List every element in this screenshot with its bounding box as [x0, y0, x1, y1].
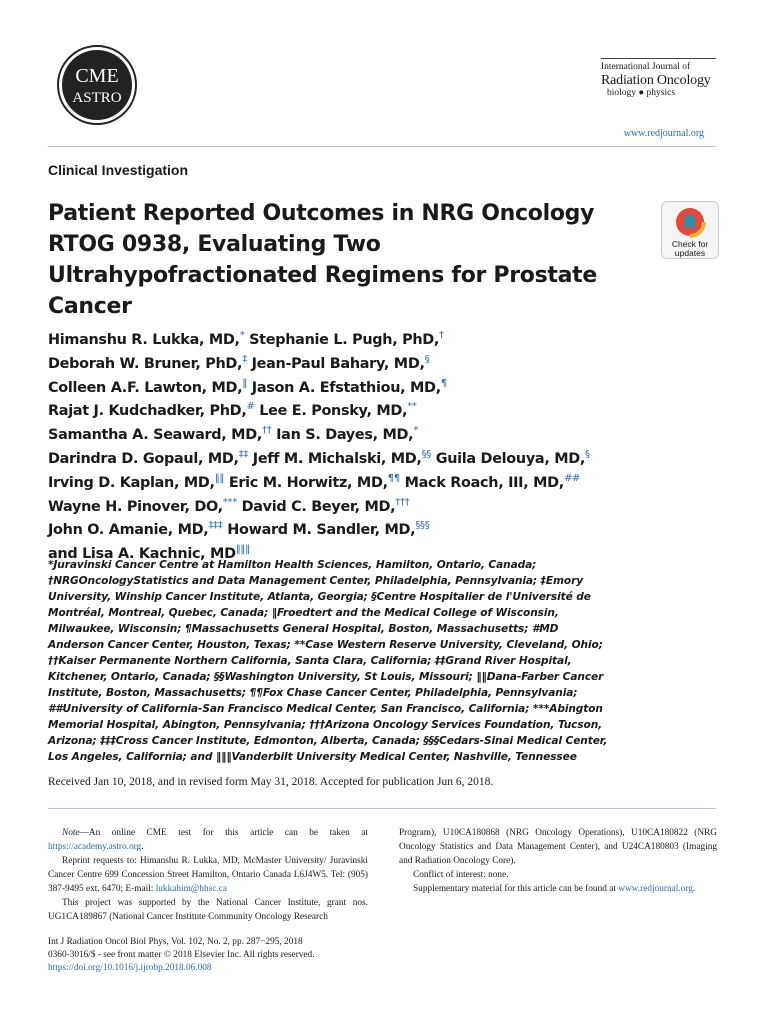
mid-divider	[48, 808, 716, 809]
author-line	[48, 516, 688, 540]
supp-end: .	[692, 884, 696, 894]
email-link[interactable]: lukkahim@hhsc.ca	[155, 884, 227, 894]
author-mark: ##	[563, 472, 581, 484]
author-name: Guila Delouya, MD,	[431, 450, 586, 467]
author-name: Jason A. Efstathiou, MD,	[247, 379, 441, 396]
author-list	[48, 326, 688, 564]
bullet-icon: ●	[638, 88, 645, 98]
author-mark: ‖‖‖	[235, 544, 250, 556]
author-line	[48, 397, 688, 421]
author-name: Mack Roach, III, MD,	[399, 474, 564, 491]
author-name: and Lisa A. Kachnic, MD	[48, 545, 236, 562]
funding-paragraph: Program), U10CA180868 (NRG Oncology Operations), U10CA180822 (NRG Oncology Statistics and Data Management Center), and U24CA180803 (Imaging and Radiation Oncology Core).	[399, 828, 717, 866]
author-mark: §	[424, 353, 430, 365]
affiliations: *Juravinski Cancer Centre at Hamilton Health Sciences, Hamilton, Ontario, Canada; †NRGOncologyStatistics and Data Management Center, Philadelphia, Pennsylvania; ‡Emory University, Winship Cancer Institute, Atlanta, Georgia; §Centre Hospitalier de l'Université de Montréal, Montreal, Quebec, Canada; ‖Froedtert and the Medical College of Wisconsin, Milwaukee, Wisconsin; ¶Massachusetts General Hospital, Boston, Massachusetts; #MD Anderson Cancer Center, Houston, Texas; **Case Western Reserve University, Cleveland, Ohio; ††Kaiser Permanente Northern California, Santa Clara, California; ‡‡Grand River Hospital, Kitchener, Ontario, Canada; §§Washington University, St Louis, Missouri; ‖‖Dana-Farber Cancer Institute, Boston, Massachusetts; ¶¶Fox Chase Cancer Center, Philadelphia, Pennsylvania; ##University of California-San Francisco Medical Center, San Francisco, California; ***Abington Memorial Hospital, Abington, Pennsylvania; †††Arizona Oncology Services Foundation, Tucson, Arizona; ‡‡‡Cross Cancer Institute, Edmonton, Alberta, Canada; §§§Cedars-Sinai Medical Center, Los Angeles, California; and ‖‖‖Vanderbilt University Medical Center, Nashville, Tennessee	[48, 559, 608, 763]
author-mark: ¶	[440, 377, 447, 389]
author-mark: †	[439, 330, 444, 341]
author-name: Rajat J. Kudchadker, PhD,	[48, 403, 247, 420]
author-name: Ian S. Dayes, MD,	[271, 426, 414, 443]
received-dates: Received Jan 10, 2018, and in revised form May 31, 2018. Accepted for publication Jun 6, 2018.	[48, 776, 494, 788]
author-mark: ††	[262, 425, 272, 437]
check-for-updates-badge[interactable]	[661, 201, 719, 259]
author-mark: ‡‡‡	[208, 520, 223, 532]
bookmark-icon	[674, 206, 706, 238]
author-line	[48, 374, 688, 398]
author-line	[48, 326, 688, 350]
author-line	[48, 350, 688, 374]
author-name: Darindra D. Gopaul, MD,	[48, 450, 239, 467]
author-line	[48, 493, 688, 517]
author-mark: ‖‖	[214, 472, 225, 484]
author-name: Himanshu R. Lukka, MD,	[48, 331, 240, 348]
author-name: Deborah W. Bruner, PhD,	[48, 355, 243, 372]
cme-astro-logo	[56, 44, 138, 126]
citation-footer	[48, 936, 315, 975]
author-name: Eric M. Horwitz, MD,	[224, 474, 388, 491]
supplementary-paragraph	[399, 882, 717, 896]
doi-link[interactable]: https://doi.org/10.1016/j.ijrobp.2018.06.008	[48, 963, 212, 973]
author-name: Colleen A.F. Lawton, MD,	[48, 379, 243, 396]
author-line	[48, 421, 688, 445]
author-mark: *	[413, 425, 419, 437]
author-mark: ‡‡	[238, 448, 249, 460]
article-title: Patient Reported Outcomes in NRG Oncology RTOG 0938, Evaluating Two Ultrahypofractionated Regimens for Prostate Cancer	[48, 201, 598, 319]
author-name: Jeff M. Michalski, MD,	[248, 450, 422, 467]
author-name: John O. Amanie, MD,	[48, 522, 209, 539]
author-name: Samantha A. Seaward, MD,	[48, 426, 263, 443]
author-mark: ¶¶	[387, 472, 400, 484]
logo-line1: CME	[75, 65, 119, 87]
journal-sub1: biology	[607, 88, 637, 98]
note-text: —An online CME test for this article can be taken at	[79, 828, 368, 838]
author-mark: §§	[421, 448, 431, 460]
author-name: Wayne H. Pinover, DO,	[48, 498, 223, 515]
conflict-paragraph: Conflict of interest: none.	[413, 870, 509, 880]
author-name: David C. Beyer, MD,	[236, 498, 396, 515]
author-mark: †††	[395, 496, 410, 508]
author-name: Stephanie L. Pugh, PhD,	[244, 331, 440, 348]
author-mark: ‡	[242, 353, 247, 365]
note-end: .	[141, 842, 144, 852]
journal-sub	[601, 88, 716, 98]
author-mark: §	[585, 448, 590, 460]
logo-line2: ASTRO	[72, 90, 122, 106]
badge-line2: updates	[674, 248, 706, 258]
author-line	[48, 445, 688, 469]
cme-link[interactable]: https://academy.astro.org	[48, 842, 142, 852]
citation-line: Int J Radiation Oncol Biol Phys, Vol. 102, No. 2, pp. 287−295, 2018	[48, 937, 303, 947]
author-name: Irving D. Kaplan, MD,	[48, 474, 215, 491]
badge-line1: Check for	[671, 239, 709, 249]
author-mark: §§§	[415, 520, 430, 532]
supp-text: Supplementary material for this article can be found at	[413, 884, 619, 894]
author-mark: ‖	[242, 377, 248, 389]
copyright-line: 0360-3016/$ - see front matter © 2018 Elsevier Inc. All rights reserved.	[48, 950, 315, 960]
author-line	[48, 469, 688, 493]
notes-column-right	[399, 826, 717, 896]
author-mark: ***	[222, 496, 237, 508]
journal-sub2: physics	[646, 88, 676, 98]
journal-url-link[interactable]: www.redjournal.org	[623, 128, 704, 139]
journal-big: Radiation Oncology	[601, 73, 711, 88]
section-label: Clinical Investigation	[48, 162, 189, 178]
author-name: Jean-Paul Bahary, MD,	[246, 355, 425, 372]
note-paragraph	[48, 826, 368, 854]
author-mark: **	[407, 401, 417, 413]
top-divider	[48, 146, 716, 147]
journal-masthead	[601, 58, 716, 98]
masthead-rule	[601, 58, 716, 59]
reprint-text: Reprint requests to: Himanshu R. Lukka, MD, McMaster University/ Juravinski Cancer Centre 699 Concession Street Hamilton, Ontario Canada L6J4W5. Tel: (905) 387-9495 ext. 6470; E-mail:	[48, 856, 368, 894]
notes-column-left	[48, 826, 368, 924]
author-name: Howard M. Sandler, MD,	[222, 522, 416, 539]
reprint-paragraph	[48, 854, 368, 896]
support-paragraph: This project was supported by the National Cancer Institute, grant nos. UG1CA189867 (National Cancer Institute Community Oncology Research	[48, 898, 368, 922]
note-prefix: Note	[62, 828, 80, 838]
author-mark: *	[239, 330, 245, 341]
journal-small: International Journal of	[601, 62, 691, 72]
supp-link[interactable]: www.redjournal.org	[618, 884, 693, 894]
author-name: Lee E. Ponsky, MD,	[254, 403, 408, 420]
author-mark: #	[246, 401, 255, 413]
